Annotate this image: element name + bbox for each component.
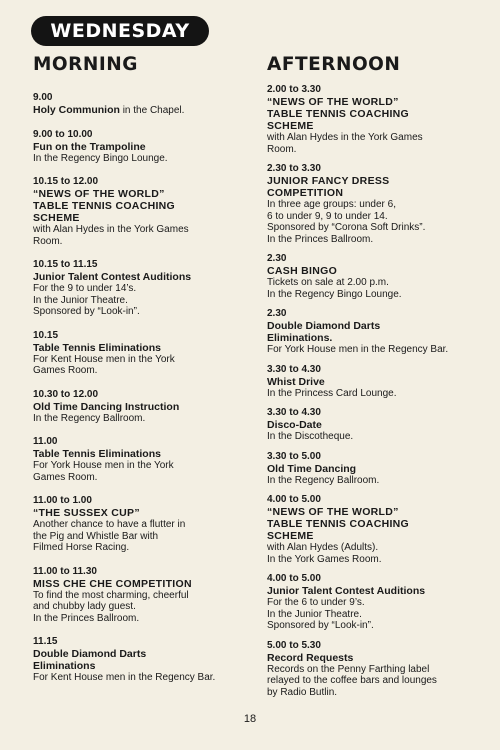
- entry-title: Old Time Dancing: [267, 462, 357, 475]
- entry-description: Tickets on sale at 2.00 p.m. In the Regency Bingo Lounge.: [267, 277, 402, 300]
- entry-title: “THE SUSSEX CUP”: [33, 507, 140, 519]
- entry-time: 2.30: [267, 253, 287, 264]
- entry-description: For Kent House men in the Regency Bar.: [33, 672, 216, 683]
- entry-time: 11.15: [33, 636, 58, 647]
- morning-heading: MORNING: [33, 54, 138, 75]
- entry-title: Junior Talent Contest Auditions: [267, 585, 426, 597]
- entry-title: Old Time Dancing Instruction: [33, 400, 180, 413]
- schedule-entry: [33, 129, 253, 165]
- schedule-entry: [33, 92, 253, 117]
- entry-time: 2.30: [267, 308, 287, 319]
- entry-description: To find the most charming, cheerful and chubby lady guest. In the Princes Ballroom.: [33, 589, 189, 624]
- schedule-entry: [267, 573, 487, 632]
- schedule-entry: [267, 364, 487, 400]
- entry-time: 10.15 to 11.15: [33, 259, 98, 270]
- entry-description: In the Regency Ballroom.: [267, 474, 380, 486]
- morning-column: [33, 54, 253, 696]
- entry-description: with Alan Hydes in the York Games Room.: [33, 224, 189, 247]
- entry-time: 11.00 to 1.00: [33, 495, 92, 506]
- entry-title: MISS CHE CHE COMPETITION: [33, 577, 192, 590]
- entry-description: In the Regency Ballroom.: [33, 412, 146, 424]
- schedule-entry: [267, 640, 487, 699]
- entry-title: Whist Drive: [267, 375, 325, 388]
- entry-description: For Kent House men in the York Games Room.: [33, 353, 175, 376]
- entry-description: For York House men in the Regency Bar.: [267, 344, 449, 355]
- schedule-entry: [33, 389, 253, 425]
- entry-time: 2.30 to 3.30: [267, 163, 321, 174]
- entry-title: JUNIOR FANCY DRESS COMPETITION: [267, 175, 390, 199]
- entry-description: Records on the Penny Farthing label relayed to the coffee bars and lounges by Radio Butlin.: [267, 663, 437, 698]
- afternoon-heading: AFTERNOON: [267, 54, 401, 75]
- entry-description: in the Chapel.: [119, 105, 185, 116]
- entry-time: 11.00: [33, 436, 58, 447]
- entry-description: with Alan Hydes in the York Games Room.: [267, 132, 423, 155]
- schedule-entry: [267, 253, 487, 300]
- schedule-entry: [267, 308, 487, 356]
- entry-time: 4.00 to 5.00: [267, 573, 321, 584]
- schedule-entry: [33, 330, 253, 377]
- entry-description: with Alan Hydes (Adults). In the York Games Room.: [267, 542, 382, 565]
- entry-description: In the Regency Bingo Lounge.: [33, 152, 168, 164]
- entry-title: Double Diamond Darts Eliminations.: [267, 320, 381, 344]
- schedule-entry: [267, 163, 487, 245]
- schedule-entry: [33, 566, 253, 625]
- schedule-entry: [33, 436, 253, 483]
- entry-description: Another chance to have a flutter in the Pig and Whistle Bar with Filmed Horse Racing.: [33, 519, 186, 553]
- schedule-entry: [267, 407, 487, 443]
- schedule-entry: [267, 494, 487, 565]
- entry-time: 10.30 to 12.00: [33, 388, 99, 400]
- entry-title: CASH BINGO: [267, 265, 338, 277]
- entry-time: 5.00 to 5.30: [267, 639, 321, 651]
- entry-time: 3.30 to 4.30: [267, 363, 321, 375]
- entry-description: For the 9 to under 14’s. In the Junior Theatre. Sponsored by “Look-in”.: [33, 283, 140, 317]
- entry-description: For York House men in the York Games Room.: [33, 460, 174, 483]
- schedule-entry: [267, 451, 487, 487]
- entry-time: 4.00 to 5.00: [267, 494, 321, 505]
- entry-time: 10.15: [33, 329, 59, 341]
- entry-time: 11.00 to 11.30: [33, 565, 97, 577]
- entry-time: 9.00: [33, 92, 53, 103]
- entry-description: In the Discotheque.: [267, 431, 354, 442]
- entry-description: In the Princess Card Lounge.: [267, 387, 397, 399]
- entry-title: Record Requests: [267, 651, 354, 664]
- afternoon-column: [267, 54, 487, 706]
- entry-description: In three age groups: under 6, 6 to under 9, 9 to under 14. Sponsored by “Corona Soft Drinks”. In the Princes Ballroom.: [267, 199, 426, 245]
- entry-title: “NEWS OF THE WORLD” TABLE TENNIS COACHING SCHEME: [267, 96, 410, 132]
- entry-line: [33, 104, 253, 117]
- schedule-entry: [33, 495, 253, 554]
- entry-time: 3.30 to 5.00: [267, 450, 321, 462]
- day-badge: WEDNESDAY: [31, 16, 209, 46]
- entry-title: “NEWS OF THE WORLD” TABLE TENNIS COACHING SCHEME: [33, 188, 176, 224]
- entry-time: 2.00 to 3.30: [267, 84, 321, 95]
- entry-title: Junior Talent Contest Auditions: [33, 271, 192, 283]
- entry-title: Table Tennis Eliminations: [33, 341, 161, 354]
- entry-title: Table Tennis Eliminations: [33, 448, 161, 460]
- schedule-entry: [33, 259, 253, 318]
- entry-description: For the 6 to under 9’s. In the Junior Theatre. Sponsored by “Look-in”.: [267, 597, 374, 631]
- entry-time: 3.30 to 4.30: [267, 407, 321, 418]
- schedule-entry: [267, 84, 487, 155]
- schedule-entry: [33, 176, 253, 247]
- entry-title: “NEWS OF THE WORLD” TABLE TENNIS COACHING SCHEME: [267, 506, 410, 542]
- entry-time: 9.00 to 10.00: [33, 128, 93, 140]
- entry-title: Double Diamond Darts Eliminations: [33, 648, 147, 672]
- schedule-entry: [33, 636, 253, 684]
- entry-title: Fun on the Trampoline: [33, 140, 146, 153]
- entry-title: Holy Communion: [33, 104, 120, 116]
- entry-title: Disco-Date: [267, 419, 322, 431]
- page-number: 18: [243, 713, 257, 725]
- entry-time: 10.15 to 12.00: [33, 176, 99, 187]
